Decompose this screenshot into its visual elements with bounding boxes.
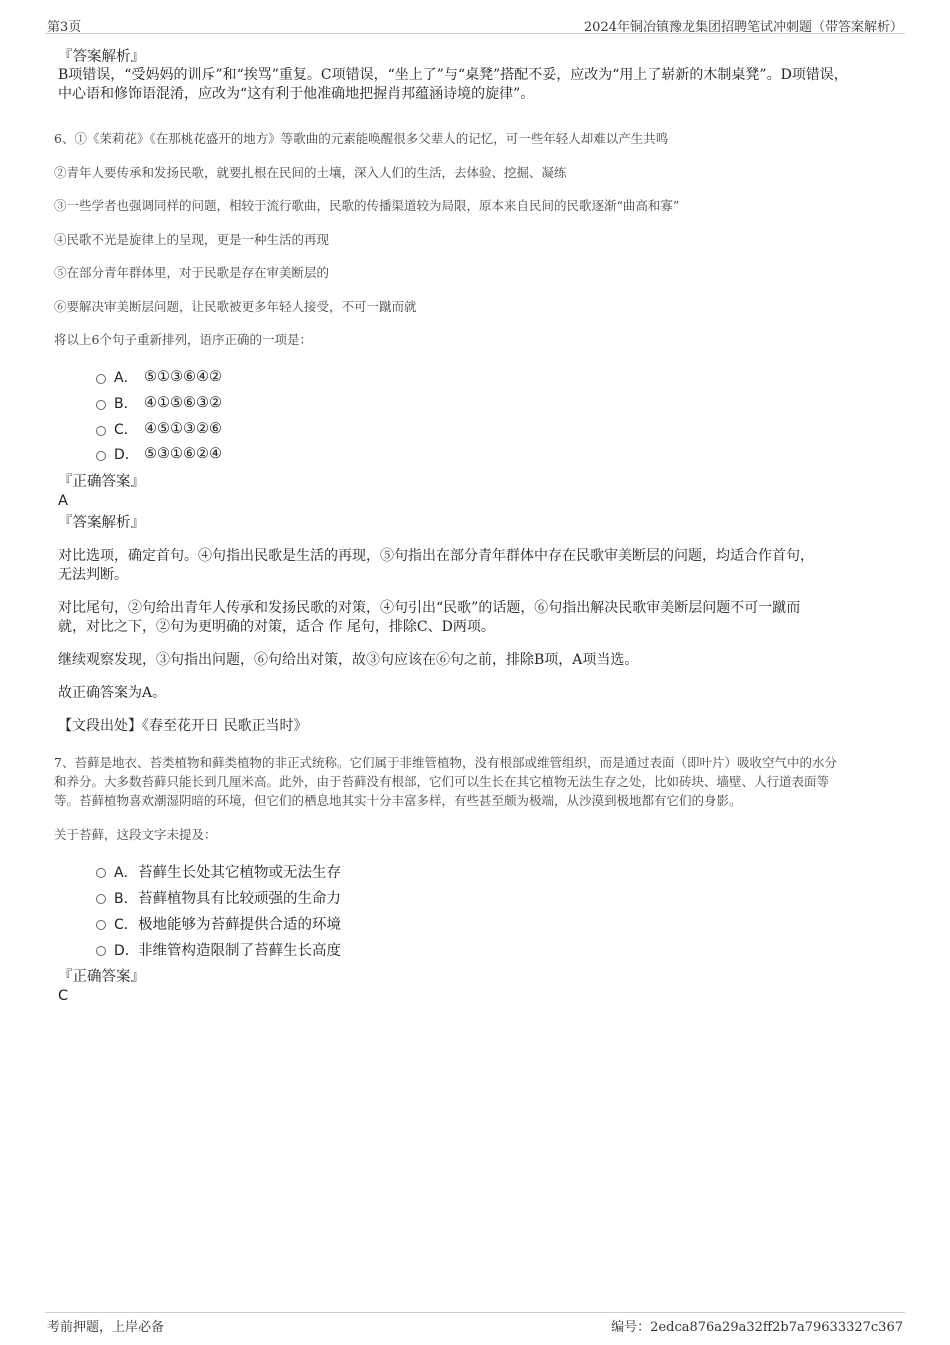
q7-passage-line-2: 和养分。大多数苔藓只能长到几厘米高。此外，由于苔藓没有根部，它们可以生长在其它植物无法生存之处，比如砖块、墙壁、人行道表面等: [54, 774, 830, 789]
page-header: [45, 14, 905, 34]
q6-sentence-3: ③一些学者也强调同样的问题，相较于流行歌曲，民歌的传播渠道较为局限，原本来自民间的民歌逐渐“曲高和寡”: [54, 198, 680, 213]
option-text: 苔藓生长处其它植物或无法生存: [138, 865, 341, 881]
q7-passage-line-1: 7、苔藓是地衣、苔类植物和藓类植物的非正式统称。它们属于非维管植物，没有根部或维管组织，而是通过表面（即叶片）吸收空气中的水分: [54, 755, 837, 770]
q6-prompt: 将以上6个句子重新排列，语序正确的一项是：: [54, 332, 312, 347]
q6-sentence-4: ④民歌不光是旋律上的呈现，更是一种生活的再现: [54, 232, 330, 247]
radio-icon[interactable]: [96, 400, 106, 410]
q6-answer-label: 『正确答案』: [58, 474, 145, 490]
option-key: C．: [114, 422, 138, 438]
prev-analysis-label: 『答案解析』: [58, 49, 145, 65]
q7-answer-label: 『正确答案』: [58, 969, 145, 985]
q6-option-c[interactable]: [96, 419, 222, 439]
option-key: B．: [114, 396, 138, 412]
radio-icon[interactable]: [96, 426, 106, 436]
option-text: 非维管构造限制了苔藓生长高度: [138, 943, 341, 959]
option-key: D．: [114, 942, 139, 959]
option-key: A．: [114, 370, 138, 386]
q6-analysis-4: 故正确答案为A。: [58, 685, 167, 701]
option-key: C．: [114, 916, 138, 933]
q6-sentence-2: ②青年人要传承和发扬民歌，就要扎根在民间的土壤，深入人们的生活，去体验、挖掘、凝练: [54, 165, 567, 180]
radio-icon[interactable]: [96, 451, 106, 461]
q6-source: 【文段出处】《春至花开日 民歌正当时》: [58, 718, 308, 734]
page-footer: [45, 1312, 905, 1334]
q7-option-c[interactable]: [96, 913, 341, 934]
option-key: D．: [114, 447, 139, 463]
prev-analysis-line-2: 中心语和修饰语混淆，应改为“这有利于他准确地把握肖邦蕴涵诗境的旋律”。: [58, 86, 535, 102]
q6-sentence-5: ⑤在部分青年群体里，对于民歌是存在审美断层的: [54, 265, 330, 280]
option-text: 苔藓植物具有比较顽强的生命力: [138, 891, 341, 907]
q6-analysis-1-line-2: 无法判断。: [58, 567, 128, 583]
option-key: A．: [114, 864, 138, 881]
option-text: ⑤③①⑥②④: [144, 446, 222, 462]
q7-passage-line-3: 等。苔藓植物喜欢潮湿阴暗的环境，但它们的栖息地其实十分丰富多样，有些甚至颇为极端，从沙漠到极地都有它们的身影。: [54, 793, 742, 808]
option-text: ⑤①③⑥④②: [144, 369, 222, 385]
q6-sentence-6: ⑥要解决审美断层问题，让民歌被更多年轻人接受，不可一蹴而就: [54, 299, 417, 314]
prev-analysis-line-1: B项错误，“受妈妈的训斥”和“挨骂”重复。C项错误，“坐上了”与“桌凳”搭配不妥，应改为“用上了崭新的木制桌凳”。D项错误，: [58, 67, 848, 83]
q7-option-d[interactable]: [96, 939, 341, 960]
q6-analysis-3: 继续观察发现，③句指出问题，⑥句给出对策，故③句应该在⑥句之前，排除B项，A项当选。: [58, 652, 639, 668]
q6-analysis-2-line-1: 对比尾句，②句给出青年人传承和发扬民歌的对策，④句引出“民歌”的话题，⑥句指出解决民歌审美断层问题不可一蹴而: [58, 600, 801, 616]
radio-icon[interactable]: [96, 920, 106, 930]
radio-icon[interactable]: [96, 894, 106, 904]
q6-answer: A: [58, 493, 68, 509]
q6-analysis-label: 『答案解析』: [58, 515, 145, 531]
q6-sentence-1: 6、①《茉莉花》《在那桃花盛开的地方》等歌曲的元素能唤醒很多父辈人的记忆，可一些年轻人却难以产生共鸣: [54, 131, 669, 146]
option-key: B．: [114, 890, 138, 907]
option-text: ④⑤①③②⑥: [144, 421, 222, 437]
q7-option-b[interactable]: [96, 887, 341, 908]
q7-prompt: 关于苔藓，这段文字未提及：: [54, 827, 217, 842]
option-text: ④①⑤⑥③②: [144, 395, 222, 411]
document-id: 编号：2edca876a29a32ff2b7a79633327c367: [611, 1320, 903, 1335]
q6-analysis-2-line-2: 就，对比之下，②句为更明确的对策，适合 作 尾句，排除C、D两项。: [58, 619, 495, 635]
q7-option-a[interactable]: [96, 861, 341, 882]
q6-option-a[interactable]: [96, 367, 222, 387]
q6-option-d[interactable]: [96, 444, 222, 464]
option-text: 极地能够为苔藓提供合适的环境: [138, 917, 341, 933]
q7-answer: C: [58, 988, 69, 1004]
page-number: 第3页: [47, 20, 82, 35]
q6-option-b[interactable]: [96, 393, 222, 413]
radio-icon[interactable]: [96, 868, 106, 878]
radio-icon[interactable]: [96, 946, 106, 956]
radio-icon[interactable]: [96, 374, 106, 384]
document-title: 2024年铜冶镇豫龙集团招聘笔试冲刺题（带答案解析）: [583, 20, 903, 35]
q6-analysis-1-line-1: 对比选项，确定首句。④句指出民歌是生活的再现，⑤句指出在部分青年群体中存在民歌审美断层的问题，均适合作首句，: [58, 548, 814, 564]
footer-slogan: 考前押题，上岸必备: [47, 1320, 165, 1335]
